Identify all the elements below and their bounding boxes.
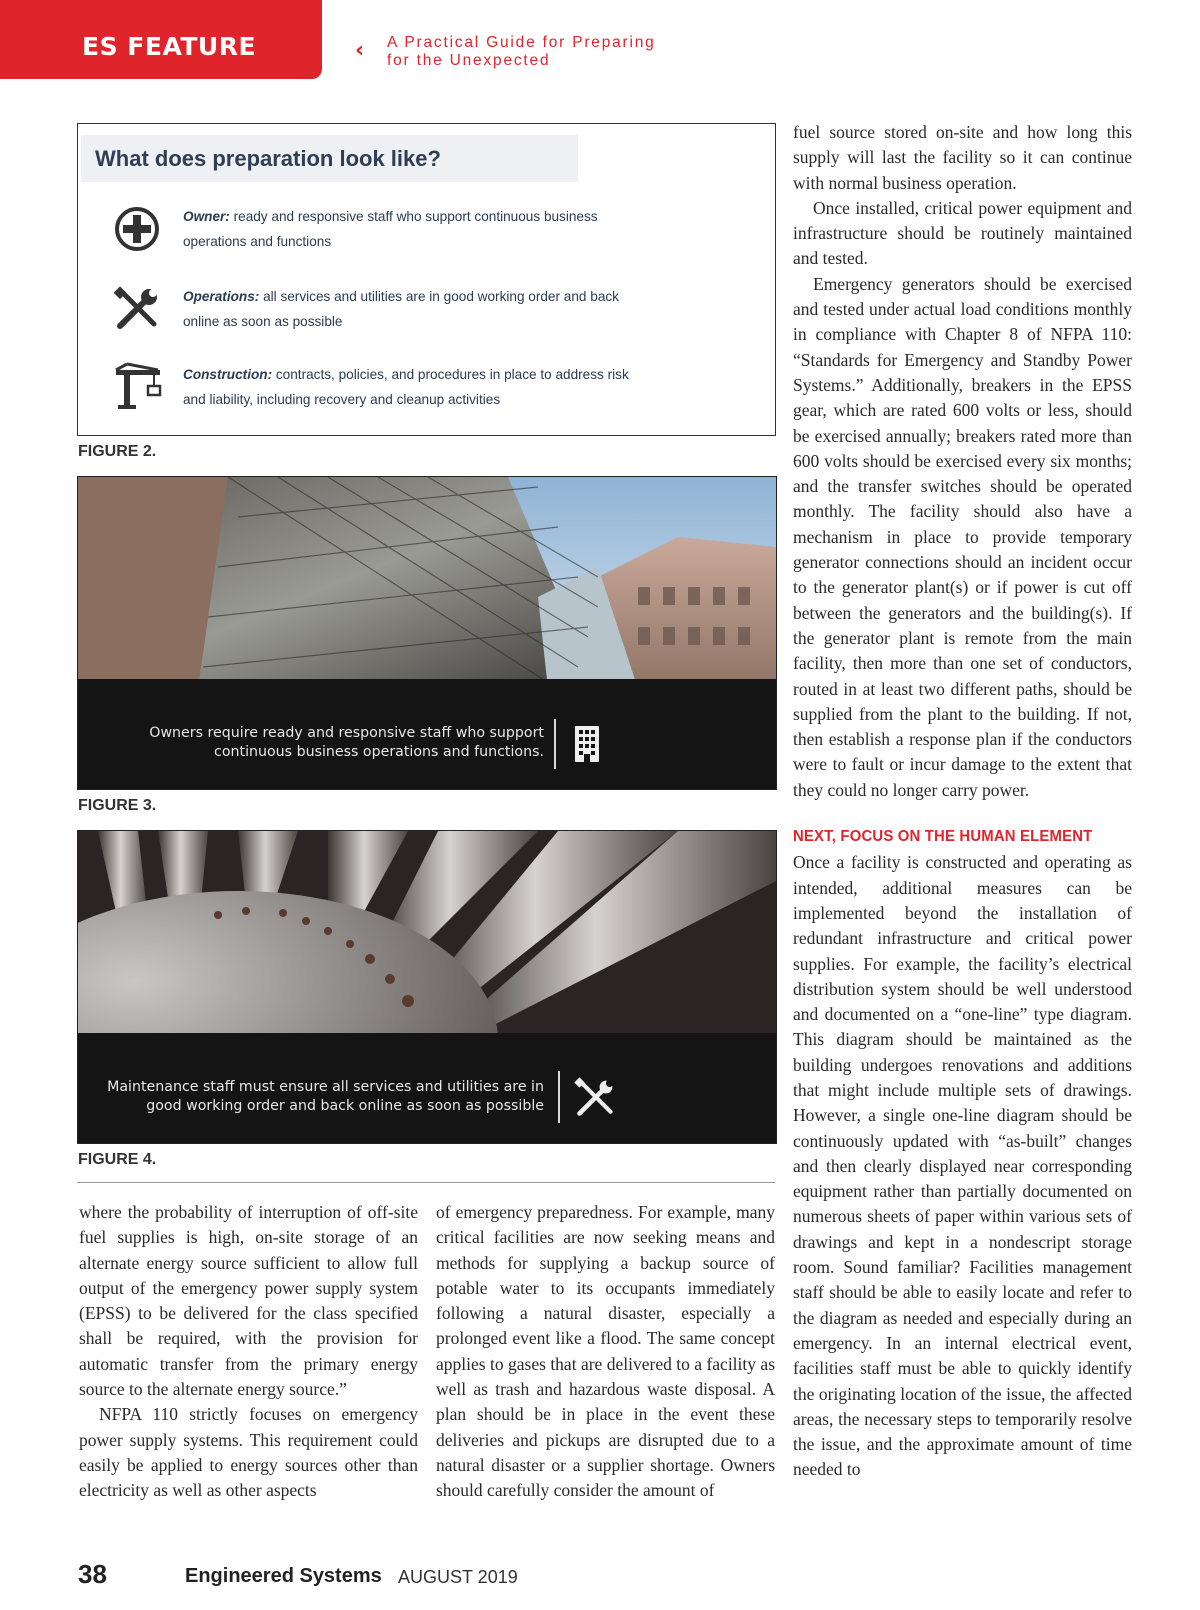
paragraph: of emergency preparedness. For example, many critical facilities are now seeking means and methods for supplying a backup source of potable water to its occupants immediately following a natural disaster, especially a prolonged event like a flood. The same concept applies to gases that are delivered to a facility as well as trash and hazardous waste disposal. A plan should be in place in the event these deliveries and pickups are disrupted due to a natural disaster or a supplier shortage. Owners should carefully consider the amount of <box>436 1202 775 1501</box>
paragraph: NFPA 110 strictly focuses on emergency power supply systems. This requirement could easily be applied to energy sources other than electricity as well as other aspects <box>79 1404 418 1501</box>
publication-name: Engineered Systems <box>185 1565 382 1587</box>
figure-2-label: FIGURE 2. <box>78 443 157 460</box>
figure-3-label: FIGURE 3. <box>78 797 157 814</box>
prep-item-operations: Operations: all services and utilities are in good working order and back online as soon as possible <box>183 289 619 329</box>
section-heading: NEXT, FOCUS ON THE HUMAN ELEMENT <box>793 828 1093 846</box>
figure-3-caption: Owners require ready and responsive staff who support continuous business operations and functions. <box>149 725 544 760</box>
figure-3-caption-band <box>78 679 776 789</box>
section-label: ES FEATURE <box>82 32 257 61</box>
paragraph: fuel source stored on-site and how long this supply will last the facility so it can continue with normal business operation. <box>793 122 1132 193</box>
crane-icon <box>114 362 162 410</box>
figure-4-caption: Maintenance staff must ensure all services and utilities are in good working order and back online as soon as possible <box>107 1079 544 1114</box>
chevron-left-icon: ‹ <box>355 38 365 63</box>
figure-2-panel <box>77 123 776 436</box>
prep-item-construction: Construction: contracts, policies, and procedures in place to address risk and liability, including recovery and cleanup activities <box>183 367 629 407</box>
turbine-photo <box>78 831 776 1033</box>
body-column-middle <box>436 1200 775 1504</box>
paragraph: where the probability of interruption of off-site fuel supplies is high, on-site storage of an alternate energy source sufficient to allow full output of the emergency power supply system (EPSS) to be delivered for the class specified shall be required, with the provision for automatic transfer from the primary energy source to the alternate energy source.” <box>79 1202 418 1400</box>
page-number: 38 <box>78 1559 107 1589</box>
body-column-right <box>793 120 1132 1483</box>
wrench-screwdriver-icon <box>114 286 160 332</box>
medical-cross-icon <box>114 206 160 252</box>
body-column-left <box>79 1200 418 1504</box>
figure-2-title: What does preparation look like? <box>95 146 441 171</box>
wrench-screwdriver-icon <box>574 1077 616 1119</box>
paragraph: Emergency generators should be exercised and tested under actual load conditions monthly in compliance with Chapter 8 of NFPA 110: “Standards for Emergency and Standby Power Systems.” Additionally, breakers in the EPSS gear, which are rated 600 volts or less, should be exercised annually; breakers rated more than 600 volts should be exercised every six months; and the transfer switches should be operated monthly. The facility should also have a mechanism in place to provide temporary generator connections should an incident occur to the generator plant(s) or if power is cut off between the generators and the building(s). If the generator plant is remote from the main facility, then more than one set of conductors, routed in at least two different paths, should be supplied from the plant to the building. If not, then establish a response plan if the conductors were to fault or incur damage to the extent that they could no longer carry power. <box>793 273 1132 800</box>
figure-3-photo <box>77 476 777 790</box>
column-divider-rule <box>77 1182 775 1183</box>
running-title: A Practical Guide for Preparing for the Unexpected <box>387 34 656 69</box>
issue-date: AUGUST 2019 <box>398 1567 518 1587</box>
prep-item-owner: Owner: ready and responsive staff who support continuous business operations and functions <box>183 209 598 249</box>
paragraph: Once a facility is constructed and operating as intended, additional measures can be implemented beyond the installation of redundant infrastructure and critical power supplies. For example, the facility’s electrical distribution system should be well understood and documented on a “one-line” type diagram. This diagram should be maintained as the building undergoes renovations and additions that might include multiple sets of drawings. However, a single one-line diagram should be continuously updated with “as-built” changes and then clearly displayed near corresponding equipment rather than partially documented on numerous sheets of paper within various sets of drawings and kept in a nondescript storage room. Sound familiar? Facilities management staff should be able to easily locate and refer to the diagram as needed and especially during an emergency. In an internal electrical event, facilities staff must be able to quickly identify the originating location of the issue, the affected areas, the necessary steps to temporarily resolve the issue, and the approximate amount of time needed to <box>793 852 1132 1480</box>
paragraph: Once installed, critical power equipment and infrastructure should be routinely maintained and tested. <box>793 197 1132 269</box>
building-photo <box>78 477 776 689</box>
figure-4-photo <box>77 830 777 1144</box>
figure-4-label: FIGURE 4. <box>78 1151 157 1168</box>
figure-4-caption-band <box>78 1033 776 1143</box>
office-building-icon <box>574 725 600 763</box>
section-tab <box>0 0 322 79</box>
